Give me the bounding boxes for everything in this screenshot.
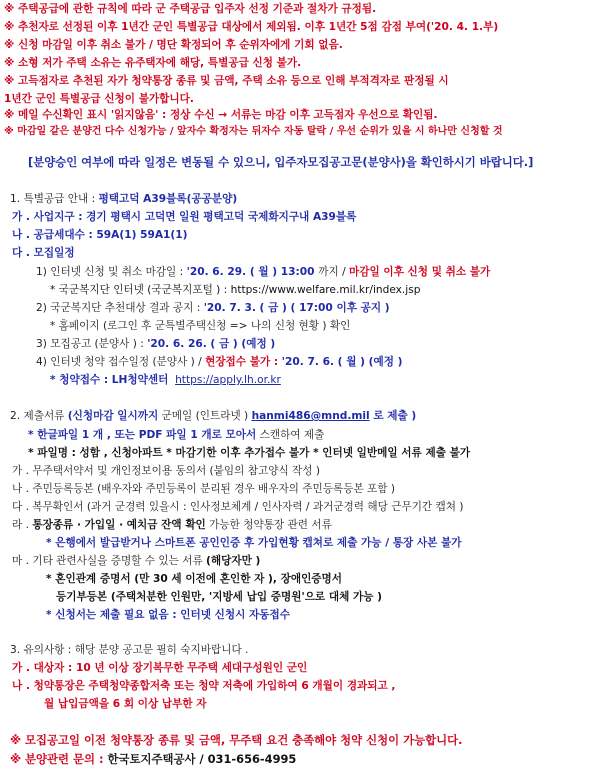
section1-item-c: 다 . 모집일정 [12, 247, 75, 259]
section1-item-a: 가 . 사업지구 : 경기 평택시 고덕면 일원 평택고덕 국제화지구내 A39블록 [12, 211, 357, 223]
notice-3: ※ 신청 마감일 이후 취소 불가 / 명단 확정되어 후 순위자에게 기회 없음. [4, 39, 343, 51]
section2-title-suffix: 로 제출 ) [369, 410, 417, 422]
schedule-step-1-label: 1) 인터넷 신청 및 취소 마감일 : [36, 266, 187, 278]
notice-8: ※ 마감일 같은 분양건 다수 신청가능 / 앞자수 확정자는 뒤자수 자동 탈락 / 우선 순위가 있을 시 하나만 신청할 것 [4, 126, 503, 137]
section3-item-b-cont: 월 납입금액을 6 회 이상 납부한 자 [44, 698, 207, 710]
external-mail-rule: * 인터넷 일반메일 서류 제출 불가 [313, 447, 471, 459]
section2-item-b: 나 . 주민등록등본 (배우자와 주민등록이 분리된 경우 배우자의 주민등록등본 포함 ) [12, 483, 396, 495]
application-auto-note: * 신청서는 제출 필요 없음 : 인터넷 신청시 자동접수 [46, 609, 290, 621]
notice-6: 1년간 군인 특별공급 신청이 불가합니다. [4, 93, 194, 105]
section2-item-d-bold: 통장종류 · 가입일 · 예치금 잔액 확인 [32, 519, 206, 531]
contact-value: 한국토지주택공사 / 031-656-4995 [107, 752, 297, 766]
notice-1: ※ 주택공급에 관한 규칙에 따라 군 주택공급 입주자 선정 기준과 절차가 규정됨. [4, 3, 377, 15]
section3-title: 3. 유의사항 : 해당 분양 공고문 필히 숙지바랍니다 . [10, 644, 249, 656]
notice-7: ※ 메일 수신확인 표시 '읽지않음' : 정상 수신 → 서류는 마감 이후 고득점자 우선으로 확인됨. [4, 109, 438, 121]
notice-2: ※ 추천자로 선정된 이후 1년간 군인 특별공급 대상에서 제외됨. 이후 1년간 5점 감점 부여('20. 4. 1.부) [4, 21, 499, 33]
section1-title-highlight: 평택고덕 A39블록(공공분양) [98, 193, 238, 205]
section2-item-d [12, 518, 332, 532]
section1-title [10, 192, 237, 206]
schedule-step-1 [36, 265, 490, 279]
lh-apply-label: * 청약접수 : LH청약센터 [50, 374, 169, 386]
notice-5: ※ 고득점자로 추천된 자가 청약통장 종류 및 금액, 주택 소유 등으로 인해 부적격자로 판정될 시 [4, 75, 449, 87]
schedule-step-1-warning: 마감일 이후 신청 및 취소 불가 [349, 266, 491, 278]
section2-title-label: 2. 제출서류 [10, 410, 68, 422]
section1-item-b: 나 . 공급세대수 : 59A(1) 59A1(1) [12, 229, 188, 241]
contact-info [10, 752, 296, 766]
file-format-plain: 스캔하여 제출 [256, 429, 325, 441]
schedule-step-4 [36, 355, 402, 369]
contact-label: ※ 분양관련 문의 : [10, 752, 108, 766]
schedule-step-1-date: '20. 6. 29. ( 월 ) 13:00 [186, 266, 319, 278]
schedule-step-3-label: 3) 모집공고 (분양사 ) : [36, 338, 148, 350]
section3-item-b: 나 . 청약통장은 주택청약종합저축 또는 청약 저축에 가입하여 6 개월이 경과되고 , [12, 680, 396, 692]
footer-warning: ※ 모집공고일 이전 청약통장 종류 및 금액, 무주택 요건 충족해야 청약 신청이 가능합니다. [10, 733, 463, 747]
section2-item-e [12, 554, 260, 568]
section2-item-e-prefix: 마 . 기타 관련사실을 증명할 수 있는 서류 [12, 555, 207, 567]
filename-rules-note [28, 446, 470, 460]
submission-email-link[interactable]: hanmi486@mnd.mil [251, 410, 370, 422]
schedule-step-2-label: 2) 국군복지단 추천대상 결과 공지 : [36, 302, 204, 314]
bank-proof-note: * 은행에서 발급받거나 스마트폰 공인인증 후 가입현황 캡쳐로 제출 가능 / 통장 사본 불가 [46, 537, 462, 549]
section2-item-d-suffix: 가능한 청약통장 관련 서류 [205, 519, 332, 531]
welfare-portal-note: * 국군복지단 인터넷 (국군복지포털 ) : https://www.welfare.mil.kr/index.jsp [50, 284, 421, 296]
schedule-step-1-mid: 까지 / [318, 266, 350, 278]
schedule-step-3 [36, 337, 275, 351]
homepage-check-note: * 홈페이지 (로그인 후 군특별주택신청 => 나의 신청 현황 ) 확인 [50, 320, 351, 332]
section2-deadline: (신청마감 일시까지 [67, 410, 159, 422]
section2-item-d-prefix: 라 . [12, 519, 33, 531]
section2-mail-label: 군메일 (인트라넷 ) [158, 410, 252, 422]
lh-apply-note [50, 373, 281, 387]
section3-item-a: 가 . 대상자 : 10 년 이상 장기복무한 무주택 세대구성원인 군인 [12, 662, 308, 674]
section1-title-label: 1. 특별공급 안내 : [10, 193, 99, 205]
file-format-note [28, 428, 324, 442]
section2-title [10, 409, 416, 423]
schedule-step-4-warning: 현장접수 불가 : [205, 356, 282, 368]
section2-item-c: 다 . 복무확인서 (과거 군경력 있을시 : 인사정보체계 / 인사자력 / 과거군경력 해당 근무기간 캡쳐 ) [12, 501, 464, 513]
section2-item-e-bold: (해당자만 ) [206, 555, 261, 567]
notice-4: ※ 소형 저가 주택 소유는 유주택자에 해당, 특별공급 신청 불가. [4, 57, 302, 69]
schedule-step-4-date: '20. 7. 6. ( 월 ) (예정 ) [281, 356, 403, 368]
schedule-banner: [분양승인 여부에 따라 일정은 변동될 수 있으니, 입주자모집공고문(분양사)을 확인하시기 바랍니다.] [28, 155, 534, 169]
schedule-step-4-label: 4) 인터넷 청약 접수일정 (분양사 ) / [36, 356, 206, 368]
schedule-step-3-date: '20. 6. 26. ( 금 ) (예정 ) [147, 338, 276, 350]
file-format-highlight: * 한글파일 1 개 , 또는 PDF 파일 1 개로 모아서 [28, 429, 257, 441]
schedule-step-2 [36, 301, 390, 315]
schedule-step-2-date: '20. 7. 3. ( 금 ) ( 17:00 이후 공지 ) [203, 302, 390, 314]
marriage-cert-note: * 혼인관계 증명서 (만 30 세 이전에 혼인한 자 ), 장애인증명서 [46, 573, 343, 585]
lh-apply-link[interactable]: https://apply.lh.or.kr [175, 374, 281, 386]
section2-item-a: 가 . 무주택서약서 및 개인정보이용 동의서 (붙임의 참고양식 작성 ) [12, 465, 321, 477]
late-submission-rule: * 마감기한 이후 추가접수 불가 [166, 447, 314, 459]
registry-note: 등기부등본 (주택처분한 인원만, '지방세 납입 증명원'으로 대체 가능 ) [56, 591, 383, 603]
filename-rule: * 파일명 : 성함 , 신청아파트 [28, 447, 167, 459]
